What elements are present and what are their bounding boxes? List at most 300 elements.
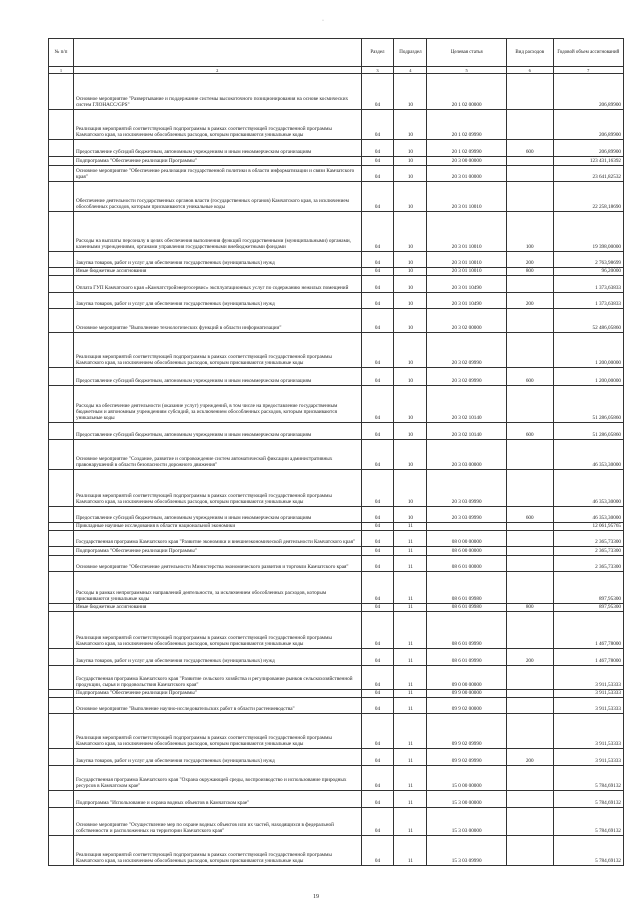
row-vid bbox=[506, 157, 553, 166]
row-podrazdel: 11 bbox=[394, 791, 427, 808]
row-podrazdel: 11 bbox=[394, 531, 427, 547]
table-row bbox=[49, 556, 624, 572]
row-index bbox=[49, 212, 74, 252]
row-sum: 52 486,05860 bbox=[553, 309, 623, 333]
row-sum: 2 763,98699 bbox=[553, 252, 623, 268]
row-sum: 5 784,69132 bbox=[553, 836, 623, 866]
row-name: Основное мероприятие "Обеспечение деятельности Министерства экономического развития и торговли Камчатского края" bbox=[74, 556, 362, 572]
row-index bbox=[49, 268, 74, 276]
row-razdel: 04 bbox=[361, 470, 394, 507]
row-sum: 1 200,00000 bbox=[553, 368, 623, 386]
row-sum: 206,89900 bbox=[553, 74, 623, 110]
row-razdel: 04 bbox=[361, 293, 394, 309]
row-celevaya: 20 3 01 10010 bbox=[427, 252, 507, 268]
row-razdel: 04 bbox=[361, 766, 394, 791]
row-index bbox=[49, 309, 74, 333]
row-sum: 1 467,78000 bbox=[553, 649, 623, 666]
row-vid: 600 bbox=[506, 507, 553, 523]
row-name: Прикладные научные исследования в области национальной экономики bbox=[74, 523, 362, 531]
budget-table bbox=[48, 38, 624, 866]
row-vid bbox=[506, 612, 553, 649]
row-index bbox=[49, 423, 74, 440]
row-podrazdel: 10 bbox=[394, 157, 427, 166]
row-vid bbox=[506, 74, 553, 110]
row-index bbox=[49, 293, 74, 309]
row-vid bbox=[506, 470, 553, 507]
table-row bbox=[49, 74, 624, 110]
row-razdel: 04 bbox=[361, 212, 394, 252]
header-index: № п/п bbox=[49, 39, 74, 67]
row-podrazdel: 10 bbox=[394, 368, 427, 386]
row-name: Предоставление субсидий бюджетным, автономным учреждениям и иным некоммерческим организациям bbox=[74, 423, 362, 440]
table-row bbox=[49, 714, 624, 749]
row-celevaya: 09 9 02 00000 bbox=[427, 698, 507, 714]
row-celevaya: 20 3 03 09990 bbox=[427, 507, 507, 523]
row-sum: 206,89900 bbox=[553, 110, 623, 140]
row-podrazdel: 10 bbox=[394, 74, 427, 110]
row-podrazdel: 11 bbox=[394, 690, 427, 698]
header-vid: Вид расходов bbox=[506, 39, 553, 67]
row-razdel: 04 bbox=[361, 386, 394, 423]
row-celevaya: 20 3 01 10490 bbox=[427, 276, 507, 293]
row-sum: 1 467,78000 bbox=[553, 612, 623, 649]
row-index bbox=[49, 791, 74, 808]
row-index bbox=[49, 612, 74, 649]
row-razdel: 04 bbox=[361, 556, 394, 572]
row-podrazdel: 10 bbox=[394, 309, 427, 333]
header-podrazdel: Подраздел bbox=[394, 39, 427, 67]
row-index bbox=[49, 698, 74, 714]
row-index bbox=[49, 523, 74, 531]
row-razdel: 04 bbox=[361, 749, 394, 766]
row-celevaya: 08 6 01 09980 bbox=[427, 572, 507, 604]
row-index bbox=[49, 808, 74, 836]
row-sum: 3 911,53333 bbox=[553, 714, 623, 749]
row-podrazdel: 11 bbox=[394, 612, 427, 649]
row-sum: 3 911,53333 bbox=[553, 666, 623, 690]
table-row bbox=[49, 808, 624, 836]
row-vid bbox=[506, 182, 553, 212]
row-podrazdel: 10 bbox=[394, 293, 427, 309]
row-index bbox=[49, 333, 74, 368]
row-vid: 600 bbox=[506, 140, 553, 157]
table-row bbox=[49, 252, 624, 268]
row-name: Государственная программа Камчатского края "Охрана окружающей среды, воспроизводство и использование природных ресурсов в Камчатском крае" bbox=[74, 766, 362, 791]
row-podrazdel: 10 bbox=[394, 333, 427, 368]
row-celevaya: 20 1 02 09990 bbox=[427, 140, 507, 157]
row-vid: 600 bbox=[506, 368, 553, 386]
row-name: Реализация мероприятий соответствующей подпрограммы в рамках соответствующей государственной программы Камчатского края, за исключением обособленных расходов, которым присваиваются уникальные коды bbox=[74, 333, 362, 368]
row-podrazdel: 11 bbox=[394, 698, 427, 714]
row-sum: 1 200,00000 bbox=[553, 333, 623, 368]
row-razdel: 04 bbox=[361, 110, 394, 140]
row-sum: 23 641,82532 bbox=[553, 166, 623, 182]
table-row bbox=[49, 604, 624, 612]
row-sum: 1 373,63833 bbox=[553, 293, 623, 309]
row-celevaya: 20 3 00 00000 bbox=[427, 157, 507, 166]
row-razdel: 04 bbox=[361, 523, 394, 531]
row-sum: 46 353,30000 bbox=[553, 440, 623, 470]
row-podrazdel: 11 bbox=[394, 836, 427, 866]
row-vid bbox=[506, 836, 553, 866]
table-row bbox=[49, 572, 624, 604]
header-razdel: Раздел bbox=[361, 39, 394, 67]
row-podrazdel: 10 bbox=[394, 386, 427, 423]
row-name: Подпрограмма "Использование и охрана водных объектов в Камчатском крае" bbox=[74, 791, 362, 808]
row-celevaya: 20 3 01 00000 bbox=[427, 166, 507, 182]
row-celevaya: 08 6 01 09990 bbox=[427, 649, 507, 666]
row-celevaya: 15 0 00 00000 bbox=[427, 766, 507, 791]
row-index bbox=[49, 182, 74, 212]
row-razdel: 04 bbox=[361, 157, 394, 166]
row-podrazdel: 10 bbox=[394, 110, 427, 140]
row-podrazdel: 10 bbox=[394, 268, 427, 276]
row-razdel: 04 bbox=[361, 166, 394, 182]
table-row bbox=[49, 649, 624, 666]
row-name: Предоставление субсидий бюджетным, автономным учреждениям и иным некоммерческим организациям bbox=[74, 140, 362, 157]
row-index bbox=[49, 110, 74, 140]
row-name: Расходы на обеспечение деятельности (оказание услуг) учреждений, в том числе на предоставление государственным бюджетным и автономным учреждениям субсидий, за исключением обособленных расходов, которым присваиваются уникальные коды bbox=[74, 386, 362, 423]
row-podrazdel: 11 bbox=[394, 547, 427, 556]
row-index bbox=[49, 572, 74, 604]
table-row bbox=[49, 386, 624, 423]
row-celevaya: 20 3 01 10010 bbox=[427, 182, 507, 212]
row-podrazdel: 11 bbox=[394, 604, 427, 612]
row-celevaya: 20 1 02 00000 bbox=[427, 74, 507, 110]
row-sum: 46 353,30000 bbox=[553, 470, 623, 507]
row-name: Расходы на выплаты персоналу в целях обеспечения выполнения функций государственными (муниципальными) органами, казенными учреждениями, органами управления государственными внебюджетными фондами bbox=[74, 212, 362, 252]
row-index bbox=[49, 140, 74, 157]
row-celevaya: 15 3 03 09990 bbox=[427, 836, 507, 866]
row-razdel: 04 bbox=[361, 333, 394, 368]
row-celevaya: 09 9 00 00000 bbox=[427, 690, 507, 698]
row-vid: 800 bbox=[506, 268, 553, 276]
row-vid: 200 bbox=[506, 749, 553, 766]
row-sum: 3 911,53333 bbox=[553, 698, 623, 714]
row-podrazdel: 11 bbox=[394, 766, 427, 791]
row-vid bbox=[506, 556, 553, 572]
table-row bbox=[49, 157, 624, 166]
row-razdel: 04 bbox=[361, 368, 394, 386]
row-index bbox=[49, 649, 74, 666]
row-vid bbox=[506, 572, 553, 604]
row-celevaya: 09 9 02 09990 bbox=[427, 714, 507, 749]
row-podrazdel: 11 bbox=[394, 749, 427, 766]
row-celevaya: 08 0 00 00000 bbox=[427, 531, 507, 547]
table-row bbox=[49, 470, 624, 507]
header-sum: Годовой объем ассигнований bbox=[553, 39, 623, 67]
row-razdel: 04 bbox=[361, 791, 394, 808]
row-sum: 5 784,69132 bbox=[553, 791, 623, 808]
column-number: 4 bbox=[394, 67, 427, 74]
row-index bbox=[49, 157, 74, 166]
row-celevaya: 20 3 02 10140 bbox=[427, 386, 507, 423]
row-name: Основное мероприятие "Создание, развитие и сопровождение систем автоматической фиксации административных правонарушений в области безопасности дорожного движения" bbox=[74, 440, 362, 470]
table-row bbox=[49, 547, 624, 556]
row-index bbox=[49, 166, 74, 182]
row-celevaya: 08 6 01 00000 bbox=[427, 556, 507, 572]
row-index bbox=[49, 714, 74, 749]
row-name: Реализация мероприятий соответствующей подпрограммы в рамках соответствующей государственной программы Камчатского края, за исключением обособленных расходов, которым присваиваются уникальные коды bbox=[74, 836, 362, 866]
header-celevaya: Целевая статья bbox=[427, 39, 507, 67]
row-index bbox=[49, 690, 74, 698]
row-sum: 2 365,73300 bbox=[553, 547, 623, 556]
row-index bbox=[49, 556, 74, 572]
row-celevaya: 08 6 01 09990 bbox=[427, 612, 507, 649]
row-celevaya: 08 6 00 00000 bbox=[427, 547, 507, 556]
table-row bbox=[49, 523, 624, 531]
column-number: 3 bbox=[361, 67, 394, 74]
row-index bbox=[49, 507, 74, 523]
table-row bbox=[49, 749, 624, 766]
row-index bbox=[49, 368, 74, 386]
table-row bbox=[49, 698, 624, 714]
table-row bbox=[49, 140, 624, 157]
row-name: Оплата ГУП Камчатского края «Камчатстройэнергосервис» эксплуатационных услуг по содержанию нежилых помещений bbox=[74, 276, 362, 293]
row-vid bbox=[506, 698, 553, 714]
top-mark: · bbox=[322, 18, 324, 24]
table-row bbox=[49, 766, 624, 791]
row-name: Закупка товаров, работ и услуг для обеспечения государственных (муниципальных) нужд bbox=[74, 749, 362, 766]
row-celevaya: 20 3 01 10490 bbox=[427, 293, 507, 309]
row-vid bbox=[506, 690, 553, 698]
row-name: Иные бюджетные ассигнования bbox=[74, 604, 362, 612]
row-vid: 600 bbox=[506, 423, 553, 440]
row-razdel: 04 bbox=[361, 666, 394, 690]
row-razdel: 04 bbox=[361, 690, 394, 698]
row-name: Реализация мероприятий соответствующей подпрограммы в рамках соответствующей государственной программы Камчатского края, за исключением обособленных расходов, которым присваиваются уникальные коды bbox=[74, 470, 362, 507]
row-razdel: 04 bbox=[361, 572, 394, 604]
row-razdel: 04 bbox=[361, 276, 394, 293]
page-number: 19 bbox=[313, 894, 319, 900]
column-number: 7 bbox=[553, 67, 623, 74]
table-row bbox=[49, 666, 624, 690]
row-index bbox=[49, 749, 74, 766]
header-row bbox=[49, 39, 624, 67]
row-sum: 897,95300 bbox=[553, 572, 623, 604]
row-sum: 19 398,00000 bbox=[553, 212, 623, 252]
row-vid: 200 bbox=[506, 293, 553, 309]
row-razdel: 04 bbox=[361, 440, 394, 470]
row-celevaya: 20 3 03 09990 bbox=[427, 470, 507, 507]
row-name: Основное мероприятие "Осуществление мер по охране водных объектов или их частей, находящихся в федеральной собственности и расположенных на территории Камчатского края" bbox=[74, 808, 362, 836]
row-sum: 22 258,18690 bbox=[553, 182, 623, 212]
row-celevaya: 20 3 01 10010 bbox=[427, 212, 507, 252]
row-name: Государственная программа Камчатского края "Развитие сельского хозяйства и регулирование рынков сельскохозяйственной продукции, сырья и продовольствия Камчатского края" bbox=[74, 666, 362, 690]
row-podrazdel: 10 bbox=[394, 440, 427, 470]
row-vid bbox=[506, 531, 553, 547]
row-vid bbox=[506, 808, 553, 836]
row-podrazdel: 10 bbox=[394, 182, 427, 212]
row-podrazdel: 10 bbox=[394, 423, 427, 440]
row-vid: 200 bbox=[506, 252, 553, 268]
row-index bbox=[49, 276, 74, 293]
row-index bbox=[49, 547, 74, 556]
row-index bbox=[49, 386, 74, 423]
row-vid bbox=[506, 714, 553, 749]
header-name bbox=[74, 39, 362, 67]
row-podrazdel: 11 bbox=[394, 572, 427, 604]
row-podrazdel: 11 bbox=[394, 523, 427, 531]
row-razdel: 04 bbox=[361, 309, 394, 333]
table-row bbox=[49, 507, 624, 523]
row-sum: 897,95300 bbox=[553, 604, 623, 612]
table-row bbox=[49, 276, 624, 293]
row-podrazdel: 10 bbox=[394, 276, 427, 293]
row-celevaya: 15 3 03 00000 bbox=[427, 808, 507, 836]
table-row bbox=[49, 440, 624, 470]
table-row bbox=[49, 182, 624, 212]
row-sum: 3 911,53333 bbox=[553, 690, 623, 698]
table-body bbox=[49, 74, 624, 866]
row-razdel: 04 bbox=[361, 612, 394, 649]
row-vid: 200 bbox=[506, 649, 553, 666]
table-row bbox=[49, 690, 624, 698]
row-name: Закупка товаров, работ и услуг для обеспечения государственных (муниципальных) нужд bbox=[74, 252, 362, 268]
row-vid bbox=[506, 333, 553, 368]
row-name: Иные бюджетные ассигнования bbox=[74, 268, 362, 276]
row-index bbox=[49, 252, 74, 268]
row-podrazdel: 10 bbox=[394, 470, 427, 507]
row-vid bbox=[506, 547, 553, 556]
table-row bbox=[49, 212, 624, 252]
column-number-row bbox=[49, 67, 624, 74]
row-podrazdel: 10 bbox=[394, 140, 427, 157]
row-razdel: 04 bbox=[361, 836, 394, 866]
row-name: Закупка товаров, работ и услуг для обеспечения государственных (муниципальных) нужд bbox=[74, 649, 362, 666]
row-celevaya: 20 3 03 00000 bbox=[427, 440, 507, 470]
row-sum: 2 365,73300 bbox=[553, 556, 623, 572]
row-name: Предоставление субсидий бюджетным, автономным учреждениям и иным некоммерческим организациям bbox=[74, 507, 362, 523]
row-vid: 800 bbox=[506, 604, 553, 612]
row-name: Подпрограмма "Обеспечение реализации Программы" bbox=[74, 157, 362, 166]
table-row bbox=[49, 293, 624, 309]
row-razdel: 04 bbox=[361, 507, 394, 523]
row-name: Основное мероприятие "Обеспечение реализации государственной политики в области информатизации и связи Камчатского края" bbox=[74, 166, 362, 182]
row-sum: 51 286,05860 bbox=[553, 423, 623, 440]
row-razdel: 04 bbox=[361, 808, 394, 836]
row-podrazdel: 10 bbox=[394, 252, 427, 268]
row-name: Государственная программа Камчатского края "Развитие экономики и внешнеэкономической деятельности Камчатского края" bbox=[74, 531, 362, 547]
table-row bbox=[49, 166, 624, 182]
row-podrazdel: 11 bbox=[394, 649, 427, 666]
row-celevaya bbox=[427, 523, 507, 531]
row-podrazdel: 11 bbox=[394, 714, 427, 749]
row-sum: 96,20000 bbox=[553, 268, 623, 276]
table-row bbox=[49, 791, 624, 808]
row-sum: 2 365,73300 bbox=[553, 531, 623, 547]
row-sum: 1 373,63833 bbox=[553, 276, 623, 293]
row-celevaya: 20 3 02 09990 bbox=[427, 333, 507, 368]
row-name: Закупка товаров, работ и услуг для обеспечения государственных (муниципальных) нужд bbox=[74, 293, 362, 309]
row-index bbox=[49, 440, 74, 470]
row-razdel: 04 bbox=[361, 252, 394, 268]
table-row bbox=[49, 309, 624, 333]
row-vid bbox=[506, 440, 553, 470]
table-row bbox=[49, 268, 624, 276]
row-vid bbox=[506, 110, 553, 140]
row-podrazdel: 11 bbox=[394, 808, 427, 836]
row-sum: 3 911,53333 bbox=[553, 749, 623, 766]
row-razdel: 04 bbox=[361, 649, 394, 666]
row-razdel: 04 bbox=[361, 423, 394, 440]
column-number: 2 bbox=[74, 67, 362, 74]
row-celevaya: 08 6 01 09980 bbox=[427, 604, 507, 612]
row-index bbox=[49, 604, 74, 612]
row-name: Подпрограмма "Обеспечение реализации Программы" bbox=[74, 690, 362, 698]
row-razdel: 04 bbox=[361, 182, 394, 212]
column-number: 6 bbox=[506, 67, 553, 74]
row-celevaya: 20 3 01 10010 bbox=[427, 268, 507, 276]
row-razdel: 04 bbox=[361, 604, 394, 612]
row-vid bbox=[506, 523, 553, 531]
row-index bbox=[49, 531, 74, 547]
row-index bbox=[49, 470, 74, 507]
row-name: Обеспечение деятельности государственных органов власти (государственных органов) Камчатского края, за исключением обособленных расходов, которым присваиваются уникальные коды bbox=[74, 182, 362, 212]
row-razdel: 04 bbox=[361, 547, 394, 556]
row-sum: 5 784,69132 bbox=[553, 808, 623, 836]
row-celevaya: 09 0 00 00000 bbox=[427, 666, 507, 690]
row-name: Основное мероприятие "Выполнение научно-исследовательских работ в области растениеводства" bbox=[74, 698, 362, 714]
row-sum: 206,89900 bbox=[553, 140, 623, 157]
row-celevaya: 20 3 02 00000 bbox=[427, 309, 507, 333]
table-row bbox=[49, 333, 624, 368]
row-razdel: 04 bbox=[361, 714, 394, 749]
row-sum: 12 061,95765 bbox=[553, 523, 623, 531]
column-number: 5 bbox=[427, 67, 507, 74]
row-sum: 51 286,05860 bbox=[553, 386, 623, 423]
row-index bbox=[49, 836, 74, 866]
row-razdel: 04 bbox=[361, 74, 394, 110]
row-podrazdel: 11 bbox=[394, 666, 427, 690]
row-celevaya: 15 3 00 00000 bbox=[427, 791, 507, 808]
row-celevaya: 20 3 02 10140 bbox=[427, 423, 507, 440]
table-row bbox=[49, 836, 624, 866]
row-vid bbox=[506, 276, 553, 293]
row-podrazdel: 10 bbox=[394, 212, 427, 252]
row-vid bbox=[506, 666, 553, 690]
row-razdel: 04 bbox=[361, 268, 394, 276]
row-razdel: 04 bbox=[361, 531, 394, 547]
row-vid bbox=[506, 791, 553, 808]
row-index bbox=[49, 766, 74, 791]
row-name: Реализация мероприятий соответствующей подпрограммы в рамках соответствующей государственной программы Камчатского края, за исключением обособленных расходов, которым присваиваются уникальные коды bbox=[74, 110, 362, 140]
row-name: Подпрограмма "Обеспечение реализации Программы" bbox=[74, 547, 362, 556]
row-podrazdel: 10 bbox=[394, 507, 427, 523]
row-celevaya: 09 9 02 09990 bbox=[427, 749, 507, 766]
table-row bbox=[49, 612, 624, 649]
row-name: Реализация мероприятий соответствующей подпрограммы в рамках соответствующей государственной программы Камчатского края, за исключением обособленных расходов, которым присваиваются уникальные коды bbox=[74, 714, 362, 749]
row-name: Расходы в рамках непрограммных направлений деятельности, за исключением обособленных расходов, которым присваиваются уникальные коды bbox=[74, 572, 362, 604]
row-razdel: 04 bbox=[361, 140, 394, 157]
table-row bbox=[49, 368, 624, 386]
row-vid bbox=[506, 386, 553, 423]
row-sum: 46 353,30000 bbox=[553, 507, 623, 523]
row-celevaya: 20 3 02 09990 bbox=[427, 368, 507, 386]
row-razdel: 04 bbox=[361, 698, 394, 714]
row-vid bbox=[506, 309, 553, 333]
column-number: 1 bbox=[49, 67, 74, 74]
row-name: Основное мероприятие "Развертывание и поддержание системы высокоточного позиционирования на основе космических систем ГЛОНАСС/GPS" bbox=[74, 74, 362, 110]
row-vid bbox=[506, 166, 553, 182]
row-sum: 5 784,69132 bbox=[553, 766, 623, 791]
table-row bbox=[49, 531, 624, 547]
row-index bbox=[49, 74, 74, 110]
row-index bbox=[49, 666, 74, 690]
row-sum: 123 431,16392 bbox=[553, 157, 623, 166]
row-podrazdel: 11 bbox=[394, 556, 427, 572]
row-podrazdel: 10 bbox=[394, 166, 427, 182]
